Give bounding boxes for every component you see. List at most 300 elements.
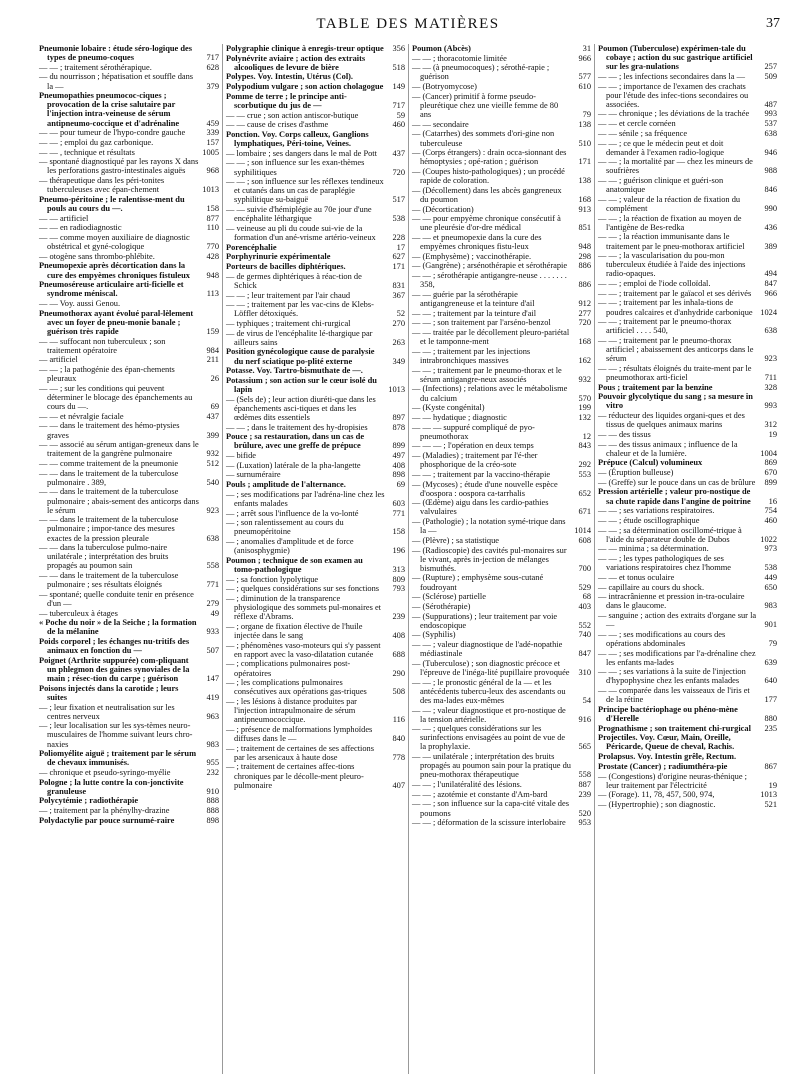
entry-page-number: 932 [578,374,591,384]
index-entry [226,423,405,432]
entry-text: — — ; azotémie et constante d'Am-bard [412,789,548,799]
entry-text: — ; quelques considérations sur ses fonctions [226,584,380,594]
index-entry [598,383,777,392]
index-entry [226,82,405,91]
index-entry [412,536,591,545]
index-entry [412,799,591,817]
entry-text: — (Plèvre) ; sa statistique [412,535,499,545]
entry-page-number: 899 [764,477,777,487]
index-entry [226,319,405,328]
index-entry [39,365,219,383]
index-entry [412,290,591,308]
entry-page-number: 389 [764,241,777,251]
entry-text: — — ; sa détermination oscillomé-trique à l'aide du séparateur double de Dubos [598,525,742,544]
entry-text: — (Sels de) ; leur action diuréti-que dans les épanchements asci-tiques et dans les œdèmes dits essentiels [226,394,376,422]
index-entry [39,768,219,777]
entry-text: — — dans le traitement de la tuberculose pulmonaire ; abais-sement des anticorps dans le sérum [39,487,199,515]
index-entry [412,63,591,81]
entry-text: Potassium ; son action sur le cœur isolé du lapin [226,375,377,395]
index-entry [598,279,777,288]
entry-text: — chronique et pseudo-syringo-myélie [39,767,171,777]
page-number: 37 [766,16,780,31]
entry-page-number: 1013 [760,790,777,800]
entry-text: — — ; traitement par les inhala-tions de poudres calcaires et d'anhydride carbonique [598,298,753,317]
entry-page-number: 558 [578,770,591,780]
entry-text: — (Sclérose) partielle [412,592,486,602]
index-entry [598,772,777,790]
entry-text: — spontané diagnostiqué par les rayons X dans les perforations gastro-intestinales aiguës [39,157,199,176]
entry-page-number: 407 [392,780,405,790]
entry-text: — — ; ses modifications au cours des opérations abdominales [598,629,726,648]
entry-page-number: 17 [396,242,405,252]
index-entry [598,176,777,194]
entry-text: — — ; sérothérapie antigangre-neuse . . . . . . . 358, [412,271,567,290]
entry-text: — ; ses modifications par l'adréna-line chez les enfants malades [226,489,385,508]
entry-page-number: 436 [764,222,777,232]
index-entry [412,706,591,724]
entry-page-number: 419 [206,692,219,702]
entry-page-number: 968 [206,166,219,176]
entry-page-number: 159 [206,326,219,336]
index-entry [226,329,405,347]
entry-page-number: 809 [392,574,405,584]
entry-text: — tuberculeux à étages [39,608,118,618]
index-entry [226,575,405,584]
entry-page-number: 292 [578,460,591,470]
entry-text: — — ; emploi de l'iode colloïdal. [598,279,711,289]
index-column-3 [408,44,594,1074]
entry-page-number: 946 [764,147,777,157]
entry-text: — otogène sans thrombo-phlébite. [39,251,155,261]
entry-page-number: 869 [764,458,777,468]
index-entry [598,724,777,733]
entry-page-number: 771 [206,580,219,590]
entry-text: — — cause de crises d'asthme [226,120,329,130]
entry-page-number: 771 [392,508,405,518]
entry-text: Principe bactériophage ou phéno-mène d'Herelle [598,704,738,723]
entry-page-number: 460 [392,120,405,130]
index-entry [39,355,219,364]
index-entry [226,54,405,72]
entry-text: — — ; valeur diagnostique et pro-nostique de la tension artérielle. [412,705,566,724]
index-entry [412,659,591,677]
entry-text: — — des tissus animaux ; influence de la chaleur et de la lumière. [598,439,738,458]
index-entry [598,733,777,751]
index-entry [226,537,405,555]
index-entry [226,518,405,536]
entry-text: — — associé au sérum antigan-greneux dans le traitement de la gangrène pulmonaire [39,440,199,459]
index-entry [412,790,591,799]
entry-page-number: 843 [578,441,591,451]
index-entry [39,515,219,542]
index-entry [226,300,405,318]
entry-text: — bifide [226,451,257,461]
entry-page-number: 147 [206,674,219,684]
entry-page-number: 671 [578,507,591,517]
index-entry [598,392,777,410]
entry-text: Polygraphie clinique à enregis-treur optique [226,44,384,53]
entry-page-number: 847 [764,279,777,289]
entry-text: — (Maladies) ; traitement par l'é-ther phosphorique de la créo-sote [412,451,538,470]
entry-text: — (Œdème) aigu dans les cardio-pathies valvulaires [412,498,549,517]
index-entry [412,271,591,289]
entry-page-number: 993 [764,109,777,119]
entry-page-number: 867 [764,761,777,771]
index-entry [412,186,591,204]
entry-page-number: 517 [392,195,405,205]
entry-page-number: 983 [764,601,777,611]
index-entry [226,461,405,470]
entry-page-number: 277 [578,308,591,318]
entry-page-number: 983 [206,739,219,749]
entry-text: Pneumopathies pneumococ-ciques ; provocation de la crise salutaire par l'injection intra-veineuse de sérum antipneumo-coccique et d'adrénaline [39,91,180,128]
entry-page-number: 1013 [202,185,219,195]
entry-page-number: 529 [578,582,591,592]
entry-text: — — , technique et résultats [39,147,135,157]
entry-text: — ; les lésions à distance produites par l'injection intrapulmonaire de sérum antipneumococcique. [226,697,357,725]
index-entry [598,583,777,592]
entry-text: — ; traitement de certaines de ses affections par les arsenicaux à haute dose [226,743,374,762]
entry-text: — — ; traitement par le pneumo-thorax artificiel . . . . 540, [598,317,732,336]
index-entry [598,487,777,505]
index-entry [39,223,219,232]
index-entry [412,82,591,91]
entry-page-number: 640 [764,676,777,686]
entry-text: Projectiles. Voy. Cœur, Main, Oreille, Péricarde, Queue de cheval, Rachis. [598,733,735,752]
index-entry [412,328,591,346]
index-entry [598,411,777,429]
entry-page-number: 847 [578,649,591,659]
entry-text: Pneumonie lobaire : étude séro-logique des types de pneumo-coques [39,44,192,63]
entry-page-number: 923 [764,354,777,364]
entry-text: — (Cancer) primitif à forme pseudo-pleurétique chez une vieille femme de 80 ans [412,91,559,120]
index-entry [39,233,219,251]
index-entry [412,347,591,365]
index-entry [412,780,591,789]
index-entry [412,413,591,422]
entry-text: — — ; l'unilatéralité des lésions. [412,780,522,790]
entry-text: Porphyrinurie expérimentale [226,252,331,262]
index-entry [412,261,591,270]
entry-page-number: 26 [210,374,219,384]
entry-page-number: 270 [392,319,405,328]
entry-text: — — sénile ; sa fréquence [598,128,688,138]
entry-text: Poumon (Abcès) [412,44,471,53]
index-entry [226,272,405,290]
entry-text: — veineuse au pli du coude sui-vie de la formation d'un ané-vrisme artério-veineux [226,223,376,242]
entry-text: — — ; importance de l'examen des crachats pour l'étude des infec-tions secondaires ou associées. [598,81,749,109]
entry-page-number: 720 [392,167,405,177]
entry-page-number: 196 [392,546,405,556]
index-entry [412,752,591,779]
entry-text: — — ; étude oscillographique [598,515,700,525]
entry-page-number: 851 [578,223,591,233]
entry-text: — typhiques ; traitement chi-rurgical [226,319,351,328]
entry-text: — (Décollement) dans les abcès gangreneux du poumon [412,185,562,204]
entry-text: — — ; les infections secondaires dans la — [598,71,745,81]
entry-page-number: 19 [768,780,777,790]
entry-page-number: 754 [764,506,777,516]
entry-page-number: 948 [206,270,219,280]
index-entry [39,252,219,261]
entry-page-number: 953 [578,818,591,828]
entry-page-number: 877 [206,213,219,223]
index-entry [412,480,591,498]
index-entry [598,289,777,298]
entry-page-number: 700 [578,563,591,573]
entry-text: — — ; ses variations respiratoires. [598,506,715,516]
entry-page-number: 932 [206,449,219,459]
entry-text: — — ; traitement par la teinture d'ail [412,308,537,318]
entry-page-number: 610 [578,82,591,92]
entry-text: — (Emphysème) ; vaccinothérapie. [412,251,532,261]
entry-page-number: 349 [392,356,405,366]
index-entry [412,498,591,516]
index-entry [39,72,219,90]
entry-text: — — des tissus [598,429,651,439]
index-entry [598,364,777,382]
entry-page-number: 912 [578,299,591,309]
entry-text: — (Mycoses) ; étude d'une nouvelle espèce d'oospora : oospora ca-tarrhalis [412,479,558,498]
entry-page-number: 538 [392,214,405,224]
entry-page-number: 507 [206,646,219,656]
entry-page-number: 990 [764,203,777,213]
entry-text: — — ; la vascularisation du pou-mon tuberculeux étudiée à l'aide des injections radio-opaques. [598,251,746,279]
entry-page-number: 948 [578,242,591,252]
entry-page-number: 670 [764,468,777,478]
index-entry [39,214,219,223]
entry-text: — (Tuberculose) ; son diagnostic précoce et l'épreuve de l'inéga-lité pupillaire provoquée [412,658,570,677]
entry-text: Pouce ; sa restauration, dans un cas de brûlure, avec une greffe de prépuce [226,432,365,451]
index-entry [412,678,591,705]
index-entry [412,252,591,261]
entry-page-number: 770 [206,242,219,252]
entry-page-number: 437 [206,411,219,421]
entry-text: — spontané; quelle conduite tenir en présence d'un — [39,589,194,608]
entry-text: — (Kyste congénital) [412,403,485,413]
index-entry [39,128,219,137]
entry-text: — — ; traitement par le gaïacol et ses dérivés [598,288,752,298]
index-entry [226,725,405,743]
entry-page-number: 157 [206,137,219,147]
index-entry [412,724,591,751]
index-entry [226,366,405,375]
entry-page-number: 910 [206,786,219,796]
entry-text: — — ; valeur diagnostique de l'adé-nopathie médiastinale [412,640,563,659]
entry-text: — du nourrisson ; hépatisation et souffle dans la — [39,72,194,91]
index-entry [39,309,219,336]
entry-text: Ponction. Voy. Corps calleux, Ganglions lymphatiques, Péri-toine, Veines. [226,130,369,149]
entry-page-number: 887 [578,780,591,790]
index-entry [598,119,777,128]
entry-page-number: 552 [578,620,591,630]
entry-text: — — ; ce que le médecin peut et doit demander à l'examen radio-logique [598,138,725,157]
entry-page-number: 988 [764,166,777,176]
entry-text: Pologne ; la lutte contre la con-jonctivite granuleuse [39,777,184,796]
entry-text: — artificiel [39,355,78,365]
entry-text: Pneumo-péritoine ; le ralentisse-ment du pouls au cours du —. [39,194,185,213]
entry-page-number: 627 [392,252,405,262]
entry-page-number: 897 [392,412,405,422]
index-entry [39,806,219,815]
entry-text: Prépuce (Calcul) volumineux [598,458,703,468]
entry-page-number: 68 [582,592,591,602]
entry-text: — — dans la tuberculose pulmo-naire unilatérale ; interprétation des bruits propagés au poumon sain [39,543,169,571]
index-entry [226,556,405,574]
index-entry [598,592,777,610]
index-entry [412,441,591,450]
index-column-2 [222,44,408,1074]
entry-page-number: 717 [206,53,219,63]
index-column-4 [594,44,780,1074]
entry-page-number: 558 [206,561,219,571]
entry-text: — ; diminution de la transparence physiologique des sommets pul-monaires et réflexe d'Abrams. [226,594,382,622]
entry-page-number: 199 [578,403,591,413]
index-entry [226,622,405,640]
entry-page-number: 263 [392,337,405,347]
index-entry [39,609,219,618]
index-entry [412,423,591,441]
entry-text: Pression artérielle ; valeur pro-nostique de sa chute rapide dans l'angine de poitrine [598,487,751,506]
index-entry [412,573,591,591]
index-entry [598,430,777,439]
entry-text: Prognathisme ; son traitement chi-rurgical [598,723,751,733]
entry-page-number: 497 [392,451,405,461]
entry-page-number: 399 [206,430,219,440]
index-entry [412,403,591,412]
index-entry [39,280,219,298]
index-entry [412,318,591,327]
entry-text: — — comparée dans les vaisseaux de l'iris et de la rétine [598,686,750,705]
index-entry [598,336,777,363]
entry-page-number: 279 [206,598,219,608]
index-entry [39,261,219,279]
entry-text: — (Pathologie) ; la notation symé-trique dans la — [412,517,566,536]
index-entry [39,44,219,62]
entry-page-number: 984 [206,345,219,355]
entry-text: — — ; ses modifications par l'a-drénaline chez les enfants ma-lades [598,648,756,667]
entry-page-number: 162 [578,355,591,365]
entry-page-number: 437 [392,148,405,158]
index-entry [226,470,405,479]
entry-text: — (Radioscopie) des cavités pul-monaires sur le vivant, après in-jection de mélanges bismuthés. [412,545,567,573]
index-entry [39,157,219,175]
index-entry [39,721,219,748]
entry-text: — — en radiodiagnostic [39,223,122,233]
index-entry [39,195,219,213]
entry-page-number: 963 [206,711,219,721]
entry-page-number: 79 [582,110,591,120]
entry-page-number: 720 [578,318,591,328]
entry-page-number: 608 [578,535,591,545]
entry-text: — — suffocant non tuberculeux ; son traitement opératoire [39,336,166,355]
index-entry [598,298,777,316]
entry-text: — ; leur localisation sur les sys-tèmes neuro-musculaires de l'homme suivant leurs chro-naxies [39,721,193,749]
entry-text: — — hydatique ; diagnostic [412,412,507,422]
entry-text: — — ; les types pathologiques de ses variations respiratoires chez l'homme [598,554,731,573]
entry-text: — — crue ; son action antiscor-butique [226,110,359,120]
index-entry [598,506,777,515]
index-entry [39,440,219,458]
entry-page-number: 901 [764,620,777,630]
entry-page-number: 211 [206,355,219,365]
entry-page-number: 740 [578,630,591,640]
index-entry [598,195,777,213]
index-entry [598,232,777,250]
entry-text: — — ; sur les conditions qui peuvent déterminer le blocage des épanchements au cours du —. [39,383,193,412]
entry-page-number: 459 [206,118,219,128]
entry-text: — — ; traitement par le pneumo-thorax artificiel ; abaissement des anticorps dans le sérum [598,336,754,364]
index-entry [598,544,777,553]
entry-page-number: 520 [578,808,591,818]
index-entry [226,158,405,176]
entry-page-number: 132 [578,412,591,422]
entry-page-number: 1004 [760,448,777,458]
entry-page-number: 367 [392,290,405,300]
entry-text: Pous ; traitement par la benzine [598,382,713,392]
index-column-1 [36,44,222,1074]
index-entry [412,233,591,251]
index-entry [412,451,591,469]
index-entry [39,148,219,157]
index-entry [598,762,777,771]
entry-text: — — ; traitement par le pneumo-thorax et le sérum antigangre-neux associés [412,365,562,384]
entry-text: Poliomyélite aiguë ; traitement par le sérum de chevaux immunisés. [39,749,197,768]
entry-page-number: 521 [764,800,777,809]
entry-page-number: 913 [578,204,591,214]
entry-text: — — ; la réaction de fixation au moyen de l'antigène de Bes-redka [598,213,742,232]
entry-text: — (Syphilis) [412,630,456,640]
entry-page-number: 158 [206,203,219,213]
index-entry [226,490,405,508]
index-entry [226,451,405,460]
index-entry [226,584,405,593]
index-entry [226,252,405,261]
entry-text: Polydactylie par pouce surnumé-raire [39,815,175,825]
entry-text: Porteurs de bacilles diphtériques. [226,262,346,272]
entry-page-number: 603 [392,498,405,508]
index-entry [598,214,777,232]
entry-page-number: 565 [578,742,591,752]
entry-page-number: 955 [206,758,219,768]
entry-text: — — minima ; sa détermination. [598,544,709,554]
entry-page-number: 310 [578,667,591,677]
entry-text: — ; organe de fixation élective de l'huile injectée dans le sang [226,621,363,640]
entry-page-number: 110 [206,223,219,233]
index-entry [412,470,591,479]
entry-page-number: 494 [764,269,777,279]
entry-text: — — ; la pathogénie des épan-chements pleuraux [39,365,175,384]
index-entry [598,800,777,809]
index-entry [598,458,777,467]
entry-page-number: 232 [206,767,219,777]
index-entry [226,291,405,300]
entry-text: — — ; valeur de la réaction de fixation du complément [598,194,741,213]
entry-page-number: 239 [578,789,591,799]
entry-text: Prostate (Cancer) ; radiumthéra-pie [598,761,728,771]
entry-text: Poumon (Tuberculose) expérimen-tale du cobaye ; action du suc gastrique artificiel sur les gra-nulations [598,44,753,72]
index-entry [598,630,777,648]
entry-page-number: 973 [764,544,777,554]
index-entry [39,543,219,570]
entry-page-number: 1005 [202,147,219,157]
entry-text: — intracrânienne et pression in-tra-oculaire dans le glaucome. [598,592,745,611]
entry-text: — — pour tumeur de l'hypo-condre gauche [39,128,186,138]
entry-text: — ; leur fixation et neutralisation sur les centres nerveux [39,702,175,721]
entry-page-number: 933 [206,627,219,637]
entry-page-number: 228 [392,233,405,242]
index-entry [39,176,219,194]
